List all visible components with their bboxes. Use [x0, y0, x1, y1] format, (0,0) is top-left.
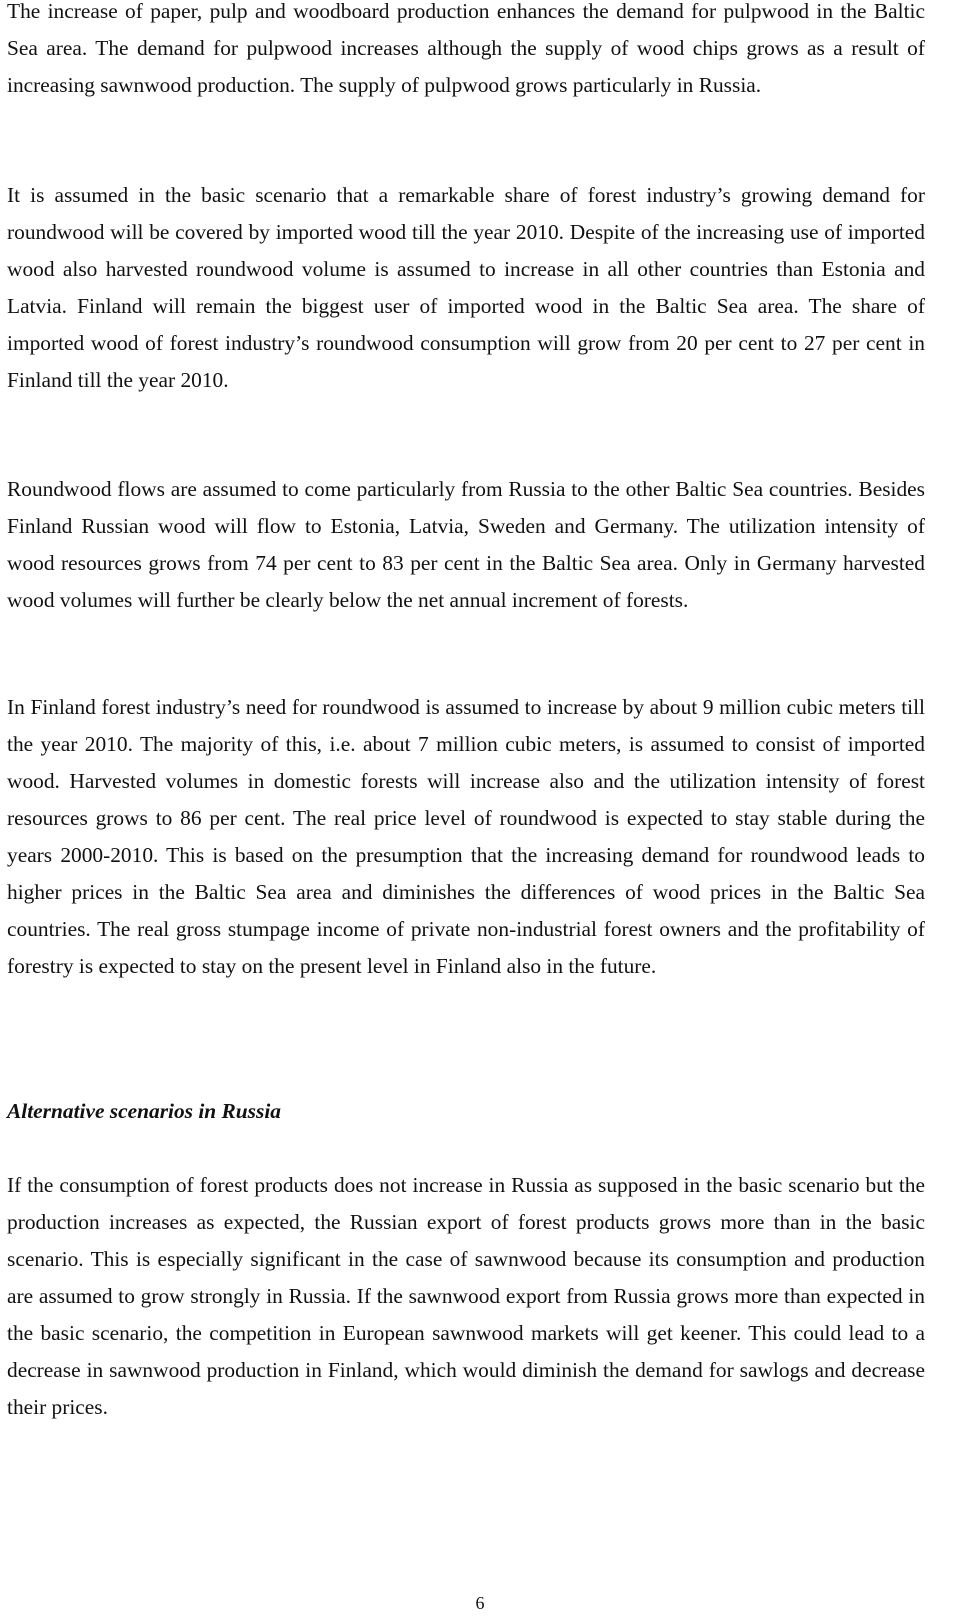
section-heading: Alternative scenarios in Russia: [7, 1099, 281, 1123]
paragraph-roundwood-flows: Roundwood flows are assumed to come particularly from Russia to the other Baltic Sea countries. Besides Finland Russian wood will flow to Estonia, Latvia, Sweden and Germany. The utilization intensity of wood resources grows from 74 per cent to 83 per cent in the Baltic Sea area. Only in Germany harvested wood volumes will further be clearly below the net annual increment of forests.: [7, 477, 925, 612]
page-number: 6: [475, 1593, 485, 1613]
paragraph-alternative-scenarios: If the consumption of forest products does not increase in Russia as supposed in the basic scenario but the production increases as expected, the Russian export of forest products grows more than in the basic scenario. This is especially significant in the case of sawnwood because its consumption and production are assumed to grow strongly in Russia. If the sawnwood export from Russia grows more than expected in the basic scenario, the competition in European sawnwood markets will get keener. This could lead to a decrease in sawnwood production in Finland, which would diminish the demand for sawlogs and decrease their prices.: [7, 1173, 925, 1419]
paragraph-finland-roundwood: In Finland forest industry’s need for roundwood is assumed to increase by about 9 million cubic meters till the year 2010. The majority of this, i.e. about 7 million cubic meters, is assumed to consist of imported wood. Harvested volumes in domestic forests will increase also and the utilization intensity of forest resources grows to 86 per cent. The real price level of roundwood is expected to stay stable during the years 2000-2010. This is based on the presumption that the increasing demand for roundwood leads to higher prices in the Baltic Sea area and diminishes the differences of wood prices in the Baltic Sea countries. The real gross stumpage income of private non-industrial forest owners and the profitability of forestry is expected to stay on the present level in Finland also in the future.: [7, 695, 925, 978]
paragraph-imported-wood: It is assumed in the basic scenario that a remarkable share of forest industry’s growing demand for roundwood will be covered by imported wood till the year 2010. Despite of the increasing use of imported wood also harvested roundwood volume is assumed to increase in all other countries than Estonia and Latvia. Finland will remain the biggest user of imported wood in the Baltic Sea area. The share of imported wood of forest industry’s roundwood consumption will grow from 20 per cent to 27 per cent in Finland till the year 2010.: [7, 183, 925, 392]
paragraph-pulpwood-demand: The increase of paper, pulp and woodboard production enhances the demand for pulpwood in the Baltic Sea area. The demand for pulpwood increases although the supply of wood chips grows as a result of increasing sawnwood production. The supply of pulpwood grows particularly in Russia.: [7, 0, 925, 97]
